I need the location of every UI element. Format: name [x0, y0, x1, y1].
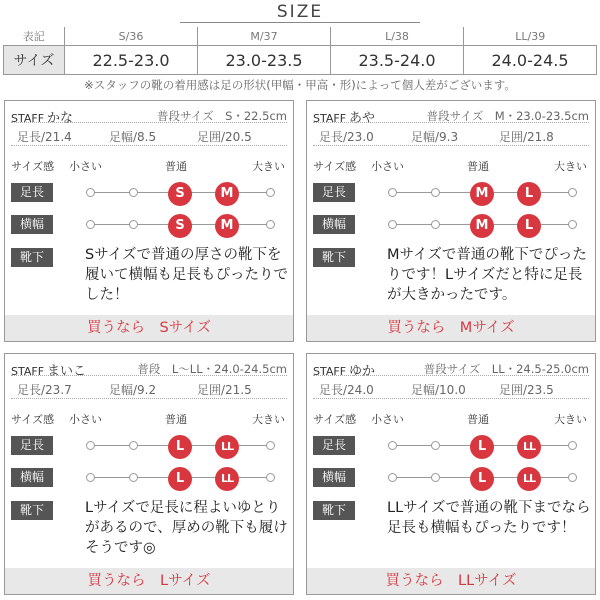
- scale-large-label: 大きい: [252, 413, 285, 426]
- size-table-range: 24.0-24.5: [464, 46, 597, 75]
- staff-label: STAFF: [313, 365, 347, 378]
- scale-point: [388, 188, 397, 197]
- size-marker: LL: [517, 435, 541, 459]
- normal-size: 普段サイズ LL・24.5-25.0cm: [423, 362, 589, 376]
- size-table-range: 23.5-24.0: [331, 46, 464, 75]
- scale-point: [129, 220, 138, 229]
- size-marker: L: [470, 467, 494, 491]
- buy-size-verdict: 買うなら Lサイズ: [5, 568, 293, 594]
- staff-card: [306, 353, 596, 595]
- buy-size-verdict: 買うなら Sサイズ: [5, 315, 293, 341]
- size-marker: LL: [517, 467, 541, 491]
- socks-row-label: 靴下: [313, 248, 355, 267]
- staff-card: [4, 100, 294, 342]
- staff-name: あや: [349, 111, 376, 126]
- length-scale: [387, 436, 577, 456]
- staff-label: STAFF: [11, 112, 45, 125]
- scale-point: [568, 473, 577, 482]
- scale-point: [129, 473, 138, 482]
- scale-normal-label: 普通: [467, 160, 489, 173]
- scale-point: [388, 220, 397, 229]
- scale-point: [86, 473, 95, 482]
- width-row-label: 横幅: [313, 215, 355, 234]
- length-row-label: 足長: [11, 436, 53, 455]
- scale-point: [388, 473, 397, 482]
- scale-normal-label: 普通: [165, 413, 187, 426]
- size-title-area: [0, 0, 600, 22]
- dotted-divider: [313, 145, 589, 146]
- staff-label: STAFF: [11, 365, 45, 378]
- size-marker: S: [168, 182, 192, 206]
- size-feel-label: サイズ感: [11, 160, 55, 173]
- scale-small-label: 小さい: [371, 413, 404, 426]
- foot-length: 足長/21.4: [17, 130, 72, 144]
- size-marker: M: [215, 182, 239, 206]
- size-table-row-label: サイズ: [4, 46, 65, 75]
- size-table-range: 22.5-23.0: [65, 46, 198, 75]
- buy-size-verdict: 買うなら Mサイズ: [307, 315, 595, 341]
- staff-card: [4, 353, 294, 595]
- dotted-divider: [11, 145, 287, 146]
- staff-comment: Sサイズで普通の厚さの靴下を履いて横幅も足長もぴったりでした！: [85, 247, 288, 303]
- width-row-label: 横幅: [11, 468, 53, 487]
- scale-point: [129, 188, 138, 197]
- foot-width: 足幅/8.5: [109, 130, 157, 144]
- buy-size-verdict: 買うなら LLサイズ: [307, 568, 595, 594]
- scale-point: [266, 188, 275, 197]
- socks-row-label: 靴下: [11, 248, 53, 267]
- scale-point: [568, 188, 577, 197]
- width-row-label: 横幅: [11, 215, 53, 234]
- scale-point: [266, 473, 275, 482]
- width-scale: [387, 468, 577, 488]
- foot-length: 足長/23.7: [17, 383, 72, 397]
- size-feel-label: サイズ感: [11, 413, 55, 426]
- scale-large-label: 大きい: [554, 160, 587, 173]
- socks-row-label: 靴下: [11, 501, 53, 520]
- length-scale: [85, 436, 275, 456]
- scale-point: [86, 188, 95, 197]
- width-row-label: 横幅: [313, 468, 355, 487]
- width-scale: [85, 215, 275, 235]
- staff-card: [306, 100, 596, 342]
- staff-label: STAFF: [313, 112, 347, 125]
- width-scale: [85, 468, 275, 488]
- staff-header: [313, 360, 589, 379]
- staff-name: かな: [47, 111, 74, 126]
- scale-large-label: 大きい: [554, 413, 587, 426]
- size-feel-label: サイズ感: [313, 413, 357, 426]
- scale-point: [568, 220, 577, 229]
- scale-point: [431, 441, 440, 450]
- size-marker: M: [470, 182, 494, 206]
- scale-point: [129, 441, 138, 450]
- scale-point: [266, 441, 275, 450]
- length-row-label: 足長: [313, 183, 355, 202]
- foot-width: 足幅/9.2: [109, 383, 157, 397]
- normal-size: 普段 L〜LL・24.0-24.5cm: [137, 362, 287, 376]
- title-underline: [180, 22, 420, 23]
- foot-length: 足長/23.0: [319, 130, 374, 144]
- size-marker: L: [168, 467, 192, 491]
- size-table-mark: LL/39: [464, 27, 597, 46]
- size-table-mark: M/37: [198, 27, 331, 46]
- length-scale: [387, 183, 577, 203]
- size-marker: S: [168, 214, 192, 238]
- size-feel-label: サイズ感: [313, 160, 357, 173]
- size-marker: M: [215, 214, 239, 238]
- staff-name: ゆか: [349, 364, 376, 379]
- scale-small-label: 小さい: [69, 413, 102, 426]
- scale-small-label: 小さい: [371, 160, 404, 173]
- length-row-label: 足長: [313, 436, 355, 455]
- staff-name: まいこ: [47, 364, 87, 379]
- foot-width: 足幅/9.3: [411, 130, 459, 144]
- staff-comment: Lサイズで足長に程よいゆとりがあるので、厚めの靴下も履けそうです◎: [85, 500, 288, 556]
- dotted-divider: [313, 122, 589, 123]
- dotted-divider: [11, 122, 287, 123]
- dotted-divider: [313, 398, 589, 399]
- foot-girth: 足囲/20.5: [197, 130, 252, 144]
- foot-girth: 足囲/21.5: [197, 383, 252, 397]
- length-scale: [85, 183, 275, 203]
- scale-point: [568, 441, 577, 450]
- scale-point: [86, 441, 95, 450]
- size-marker: L: [470, 435, 494, 459]
- size-marker: L: [517, 214, 541, 238]
- scale-point: [86, 220, 95, 229]
- normal-size: 普段サイズ S・22.5cm: [156, 109, 287, 123]
- staff-header: [11, 360, 287, 379]
- staff-header: [313, 107, 589, 126]
- length-row-label: 足長: [11, 183, 53, 202]
- staff-header: [11, 107, 287, 126]
- scale-point: [431, 188, 440, 197]
- foot-length: 足長/24.0: [319, 383, 374, 397]
- foot-girth: 足囲/21.8: [499, 130, 554, 144]
- fit-note: ※スタッフの靴の着用感は足の形状(甲幅・甲高・形)によって個人差がございます。: [84, 78, 516, 92]
- scale-large-label: 大きい: [252, 160, 285, 173]
- scale-point: [388, 441, 397, 450]
- scale-normal-label: 普通: [165, 160, 187, 173]
- scale-point: [431, 473, 440, 482]
- size-marker: L: [168, 435, 192, 459]
- size-marker: M: [470, 214, 494, 238]
- page-title: SIZE: [276, 2, 324, 22]
- dotted-divider: [11, 375, 287, 376]
- scale-point: [431, 220, 440, 229]
- foot-width: 足幅/10.0: [411, 383, 466, 397]
- normal-size: 普段サイズ M・23.0-23.5cm: [426, 109, 589, 123]
- socks-row-label: 靴下: [313, 501, 355, 520]
- staff-comment: LLサイズで普通の靴下までなら足長も横幅もぴったりです！: [387, 500, 591, 536]
- size-table-header-row: [4, 27, 597, 46]
- size-marker: LL: [215, 435, 239, 459]
- scale-small-label: 小さい: [69, 160, 102, 173]
- size-table-value-row: [4, 46, 597, 75]
- size-marker: L: [517, 182, 541, 206]
- size-table-mark: L/38: [331, 27, 464, 46]
- size-table-header-label: 表記: [4, 27, 65, 46]
- staff-comment: Mサイズで普通の靴下でぴったりです！Lサイズだと特に足長が大きかったです。: [387, 247, 587, 303]
- scale-normal-label: 普通: [467, 413, 489, 426]
- size-table-mark: S/36: [65, 27, 198, 46]
- size-marker: LL: [215, 467, 239, 491]
- size-table-range: 23.0-23.5: [198, 46, 331, 75]
- width-scale: [387, 215, 577, 235]
- dotted-divider: [313, 375, 589, 376]
- dotted-divider: [11, 398, 287, 399]
- size-table: [3, 27, 597, 75]
- scale-point: [266, 220, 275, 229]
- foot-girth: 足囲/23.5: [499, 383, 554, 397]
